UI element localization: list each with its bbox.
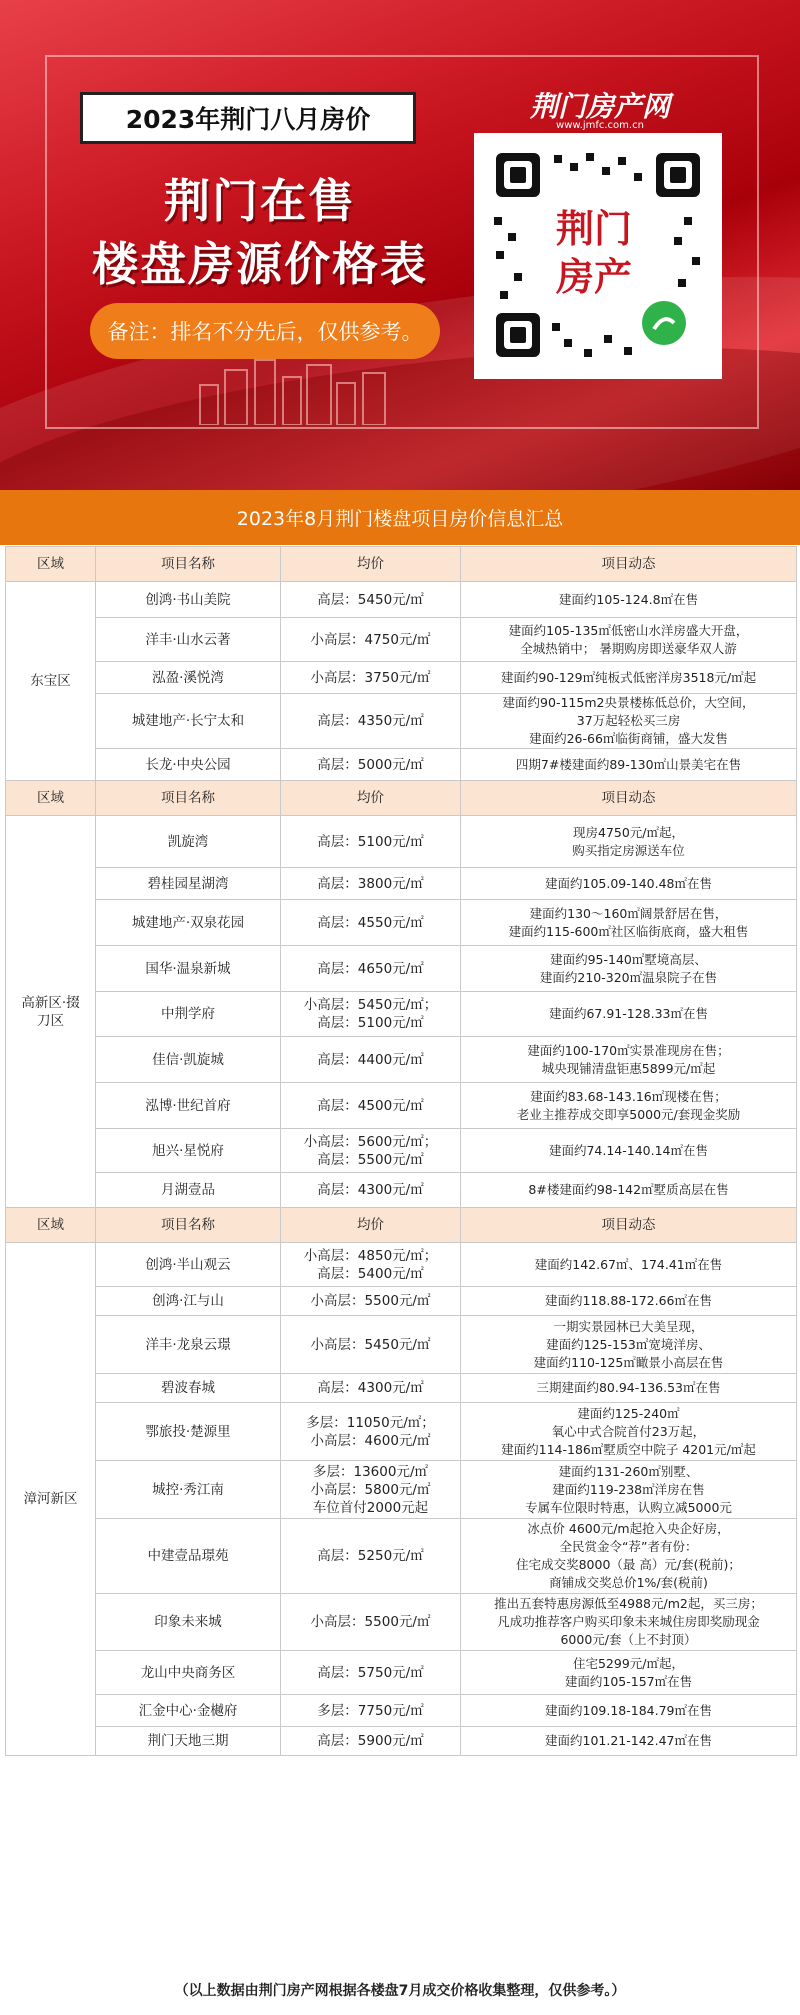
project-name-cell: 城控·秀江南 [96, 1461, 281, 1519]
project-name-cell: 中荆学府 [96, 992, 281, 1037]
project-name-cell: 汇金中心·金樾府 [96, 1695, 281, 1727]
price-cell: 多层：13600元/㎡ 小高层：5800元/㎡ 车位首付2000元起 [281, 1461, 461, 1519]
project-name-cell: 鄂旅投·楚源里 [96, 1403, 281, 1461]
table-row [6, 1037, 797, 1083]
table-row [6, 1519, 797, 1594]
project-name-cell: 泓博·世纪首府 [96, 1083, 281, 1129]
project-name-cell: 龙山中央商务区 [96, 1651, 281, 1695]
project-news-cell: 现房4750元/㎡起， 购买指定房源送车位 [461, 816, 797, 868]
project-news-cell: 建面约95-140㎡墅境高层、 建面约210-320㎡温泉院子在售 [461, 946, 797, 992]
project-name-cell: 中建壹品璟苑 [96, 1519, 281, 1594]
price-cell: 高层：5750元/㎡ [281, 1651, 461, 1695]
price-table-body [6, 547, 797, 1756]
project-name-cell: 佳信·凯旋城 [96, 1037, 281, 1083]
project-name-cell: 旭兴·星悦府 [96, 1129, 281, 1173]
project-news-cell: 建面约100-170㎡实景准现房在售； 城央现铺清盘钜惠5899元/㎡起 [461, 1037, 797, 1083]
region-cell: 东宝区 [6, 582, 96, 781]
project-news-cell: 建面约101.21-142.47㎡在售 [461, 1727, 797, 1756]
column-header: 均价 [281, 1208, 461, 1243]
project-news-cell: 建面约125-240㎡ 氧心中式合院首付23万起， 建面约114-186㎡墅质空中院子 4201元/㎡起 [461, 1403, 797, 1461]
price-cell: 小高层：5600元/㎡； 高层：5500元/㎡ [281, 1129, 461, 1173]
price-cell: 小高层：5450元/㎡； 高层：5100元/㎡ [281, 992, 461, 1037]
table-row [6, 662, 797, 694]
table-row [6, 1316, 797, 1374]
qr-center-label [534, 205, 654, 305]
project-news-cell: 四期7#楼建面约89-130㎡山景美宅在售 [461, 749, 797, 781]
table-row [6, 900, 797, 946]
price-cell: 小高层：4850元/㎡； 高层：5400元/㎡ [281, 1243, 461, 1287]
project-name-cell: 创鸿·书山美院 [96, 582, 281, 618]
price-cell: 小高层：5450元/㎡ [281, 1316, 461, 1374]
project-name-cell: 创鸿·半山观云 [96, 1243, 281, 1287]
project-name-cell: 印象未来城 [96, 1594, 281, 1651]
project-name-cell: 月湖壹品 [96, 1173, 281, 1208]
table-row [6, 1173, 797, 1208]
column-header: 项目名称 [96, 781, 281, 816]
banner-headline: 楼盘房源价格表 [92, 237, 428, 291]
price-table [5, 546, 797, 1756]
column-header: 区域 [6, 781, 96, 816]
table-header-row [6, 1208, 797, 1243]
price-cell: 高层：5000元/㎡ [281, 749, 461, 781]
price-cell: 高层：4350元/㎡ [281, 694, 461, 749]
price-cell: 小高层：4750元/㎡ [281, 618, 461, 662]
footer-note: （以上数据由荆门房产网根据各楼盘7月成交价格收集整理，仅供参考。） [174, 1983, 626, 1999]
column-header: 项目动态 [461, 547, 797, 582]
table-row [6, 1129, 797, 1173]
project-name-cell: 泓盈·溪悦湾 [96, 662, 281, 694]
table-row [6, 582, 797, 618]
project-name-cell: 洋丰·龙泉云璟 [96, 1316, 281, 1374]
project-news-cell: 建面约131-260㎡别墅、 建面约119-238㎡洋房在售 专属车位限时特惠，认购立减5000元 [461, 1461, 797, 1519]
city-buildings-icon [195, 355, 395, 425]
column-header: 项目动态 [461, 781, 797, 816]
table-row [6, 1374, 797, 1403]
project-news-cell: 冰点价 4600元/m起抢入央企好房， 全民赏金令“荐”者有份： 住宅成交奖8000（最 高）元/套(税前)； 商铺成交奖总价1%/套(税前) [461, 1519, 797, 1594]
project-name-cell: 洋丰·山水云著 [96, 618, 281, 662]
price-cell: 高层：4300元/㎡ [281, 1374, 461, 1403]
project-name-cell: 国华·温泉新城 [96, 946, 281, 992]
price-cell: 高层：4400元/㎡ [281, 1037, 461, 1083]
table-row [6, 1461, 797, 1519]
project-news-cell: 建面约90-129㎡纯板式低密洋房3518元/㎡起 [461, 662, 797, 694]
project-name-cell: 创鸿·江与山 [96, 1287, 281, 1316]
banner-title-box: 2023年荆门八月房价 [80, 92, 416, 144]
column-header: 项目名称 [96, 547, 281, 582]
table-row [6, 1243, 797, 1287]
project-news-cell: 建面约83.68-143.16㎡现楼在售； 老业主推荐成交即享5000元/套现金奖励 [461, 1083, 797, 1129]
table-row [6, 749, 797, 781]
project-news-cell: 建面约105-124.8㎡在售 [461, 582, 797, 618]
table-row [6, 946, 797, 992]
project-news-cell: 三期建面约80.94-136.53㎡在售 [461, 1374, 797, 1403]
project-news-cell: 8#楼建面约98-142㎡墅质高层在售 [461, 1173, 797, 1208]
project-news-cell: 建面约67.91-128.33㎡在售 [461, 992, 797, 1037]
table-row [6, 1695, 797, 1727]
price-cell: 高层：4650元/㎡ [281, 946, 461, 992]
project-news-cell: 建面约105.09-140.48㎡在售 [461, 868, 797, 900]
price-cell: 小高层：3750元/㎡ [281, 662, 461, 694]
table-row [6, 816, 797, 868]
project-name-cell: 城建地产·双泉花园 [96, 900, 281, 946]
table-row [6, 1287, 797, 1316]
price-cell: 高层：5250元/㎡ [281, 1519, 461, 1594]
price-cell: 高层：5450元/㎡ [281, 582, 461, 618]
project-news-cell: 建面约142.67㎡、174.41㎡在售 [461, 1243, 797, 1287]
region-cell: 漳河新区 [6, 1243, 96, 1756]
column-header: 均价 [281, 547, 461, 582]
project-news-cell: 建面约109.18-184.79㎡在售 [461, 1695, 797, 1727]
price-cell: 高层：5900元/㎡ [281, 1727, 461, 1756]
summary-title: 2023年8月荆门楼盘项目房价信息汇总 [0, 490, 800, 545]
header-banner [0, 0, 800, 490]
price-cell: 高层：5100元/㎡ [281, 816, 461, 868]
project-name-cell: 城建地产·长宁太和 [96, 694, 281, 749]
price-cell: 小高层：5500元/㎡ [281, 1287, 461, 1316]
table-row [6, 694, 797, 749]
table-header-row [6, 781, 797, 816]
project-news-cell: 建面约118.88-172.66㎡在售 [461, 1287, 797, 1316]
column-header: 区域 [6, 1208, 96, 1243]
qr-center-text: 荆门 房产 [555, 207, 632, 299]
table-row [6, 1727, 797, 1756]
banner-note: 备注：排名不分先后，仅供参考。 [90, 303, 440, 359]
project-name-cell: 凯旋湾 [96, 816, 281, 868]
project-name-cell: 碧桂园星湖湾 [96, 868, 281, 900]
price-cell: 高层：4500元/㎡ [281, 1083, 461, 1129]
table-row [6, 992, 797, 1037]
project-news-cell: 推出五套特惠房源低至4988元/m2起，买三房； 凡成功推荐客户购买印象未来城住房即奖励现金 6000元/套（上不封顶） [461, 1594, 797, 1651]
brand-url: www.jmfc.com.cn [556, 120, 644, 131]
column-header: 区域 [6, 547, 96, 582]
price-cell: 高层：4550元/㎡ [281, 900, 461, 946]
project-news-cell: 一期实景园林已大美呈现， 建面约125-153㎡宽境洋房、 建面约110-125㎡瞰景小高层在售 [461, 1316, 797, 1374]
banner-headline: 荆门在售 [164, 174, 356, 228]
project-name-cell: 长龙·中央公园 [96, 749, 281, 781]
price-cell: 高层：3800元/㎡ [281, 868, 461, 900]
project-news-cell: 住宅5299元/㎡起， 建面约105-157㎡在售 [461, 1651, 797, 1695]
table-row [6, 1083, 797, 1129]
table-row [6, 1651, 797, 1695]
region-cell: 高新区·掇 刀区 [6, 816, 96, 1208]
table-row [6, 618, 797, 662]
table-row [6, 1594, 797, 1651]
project-news-cell: 建面约105-135㎡低密山水洋房盛大开盘， 全城热销中； 暑期购房即送豪华双人游 [461, 618, 797, 662]
table-row [6, 868, 797, 900]
price-cell: 小高层：5500元/㎡ [281, 1594, 461, 1651]
project-name-cell: 碧波春城 [96, 1374, 281, 1403]
project-news-cell: 建面约130～160㎡阔景舒居在售， 建面约115-600㎡社区临街底商，盛大租售 [461, 900, 797, 946]
brand-logo: 荆门房产网 [529, 90, 670, 123]
column-header: 项目名称 [96, 1208, 281, 1243]
table-row [6, 1403, 797, 1461]
qr-code [474, 133, 722, 379]
price-cell: 多层：11050元/㎡； 小高层：4600元/㎡ [281, 1403, 461, 1461]
column-header: 项目动态 [461, 1208, 797, 1243]
table-header-row [6, 547, 797, 582]
project-news-cell: 建面约74.14-140.14㎡在售 [461, 1129, 797, 1173]
price-cell: 多层：7750元/㎡ [281, 1695, 461, 1727]
price-cell: 高层：4300元/㎡ [281, 1173, 461, 1208]
project-name-cell: 荆门天地三期 [96, 1727, 281, 1756]
column-header: 均价 [281, 781, 461, 816]
project-news-cell: 建面约90-115m2央景楼栋低总价，大空间， 37万起轻松买三房 建面约26-66㎡临街商铺，盛大发售 [461, 694, 797, 749]
